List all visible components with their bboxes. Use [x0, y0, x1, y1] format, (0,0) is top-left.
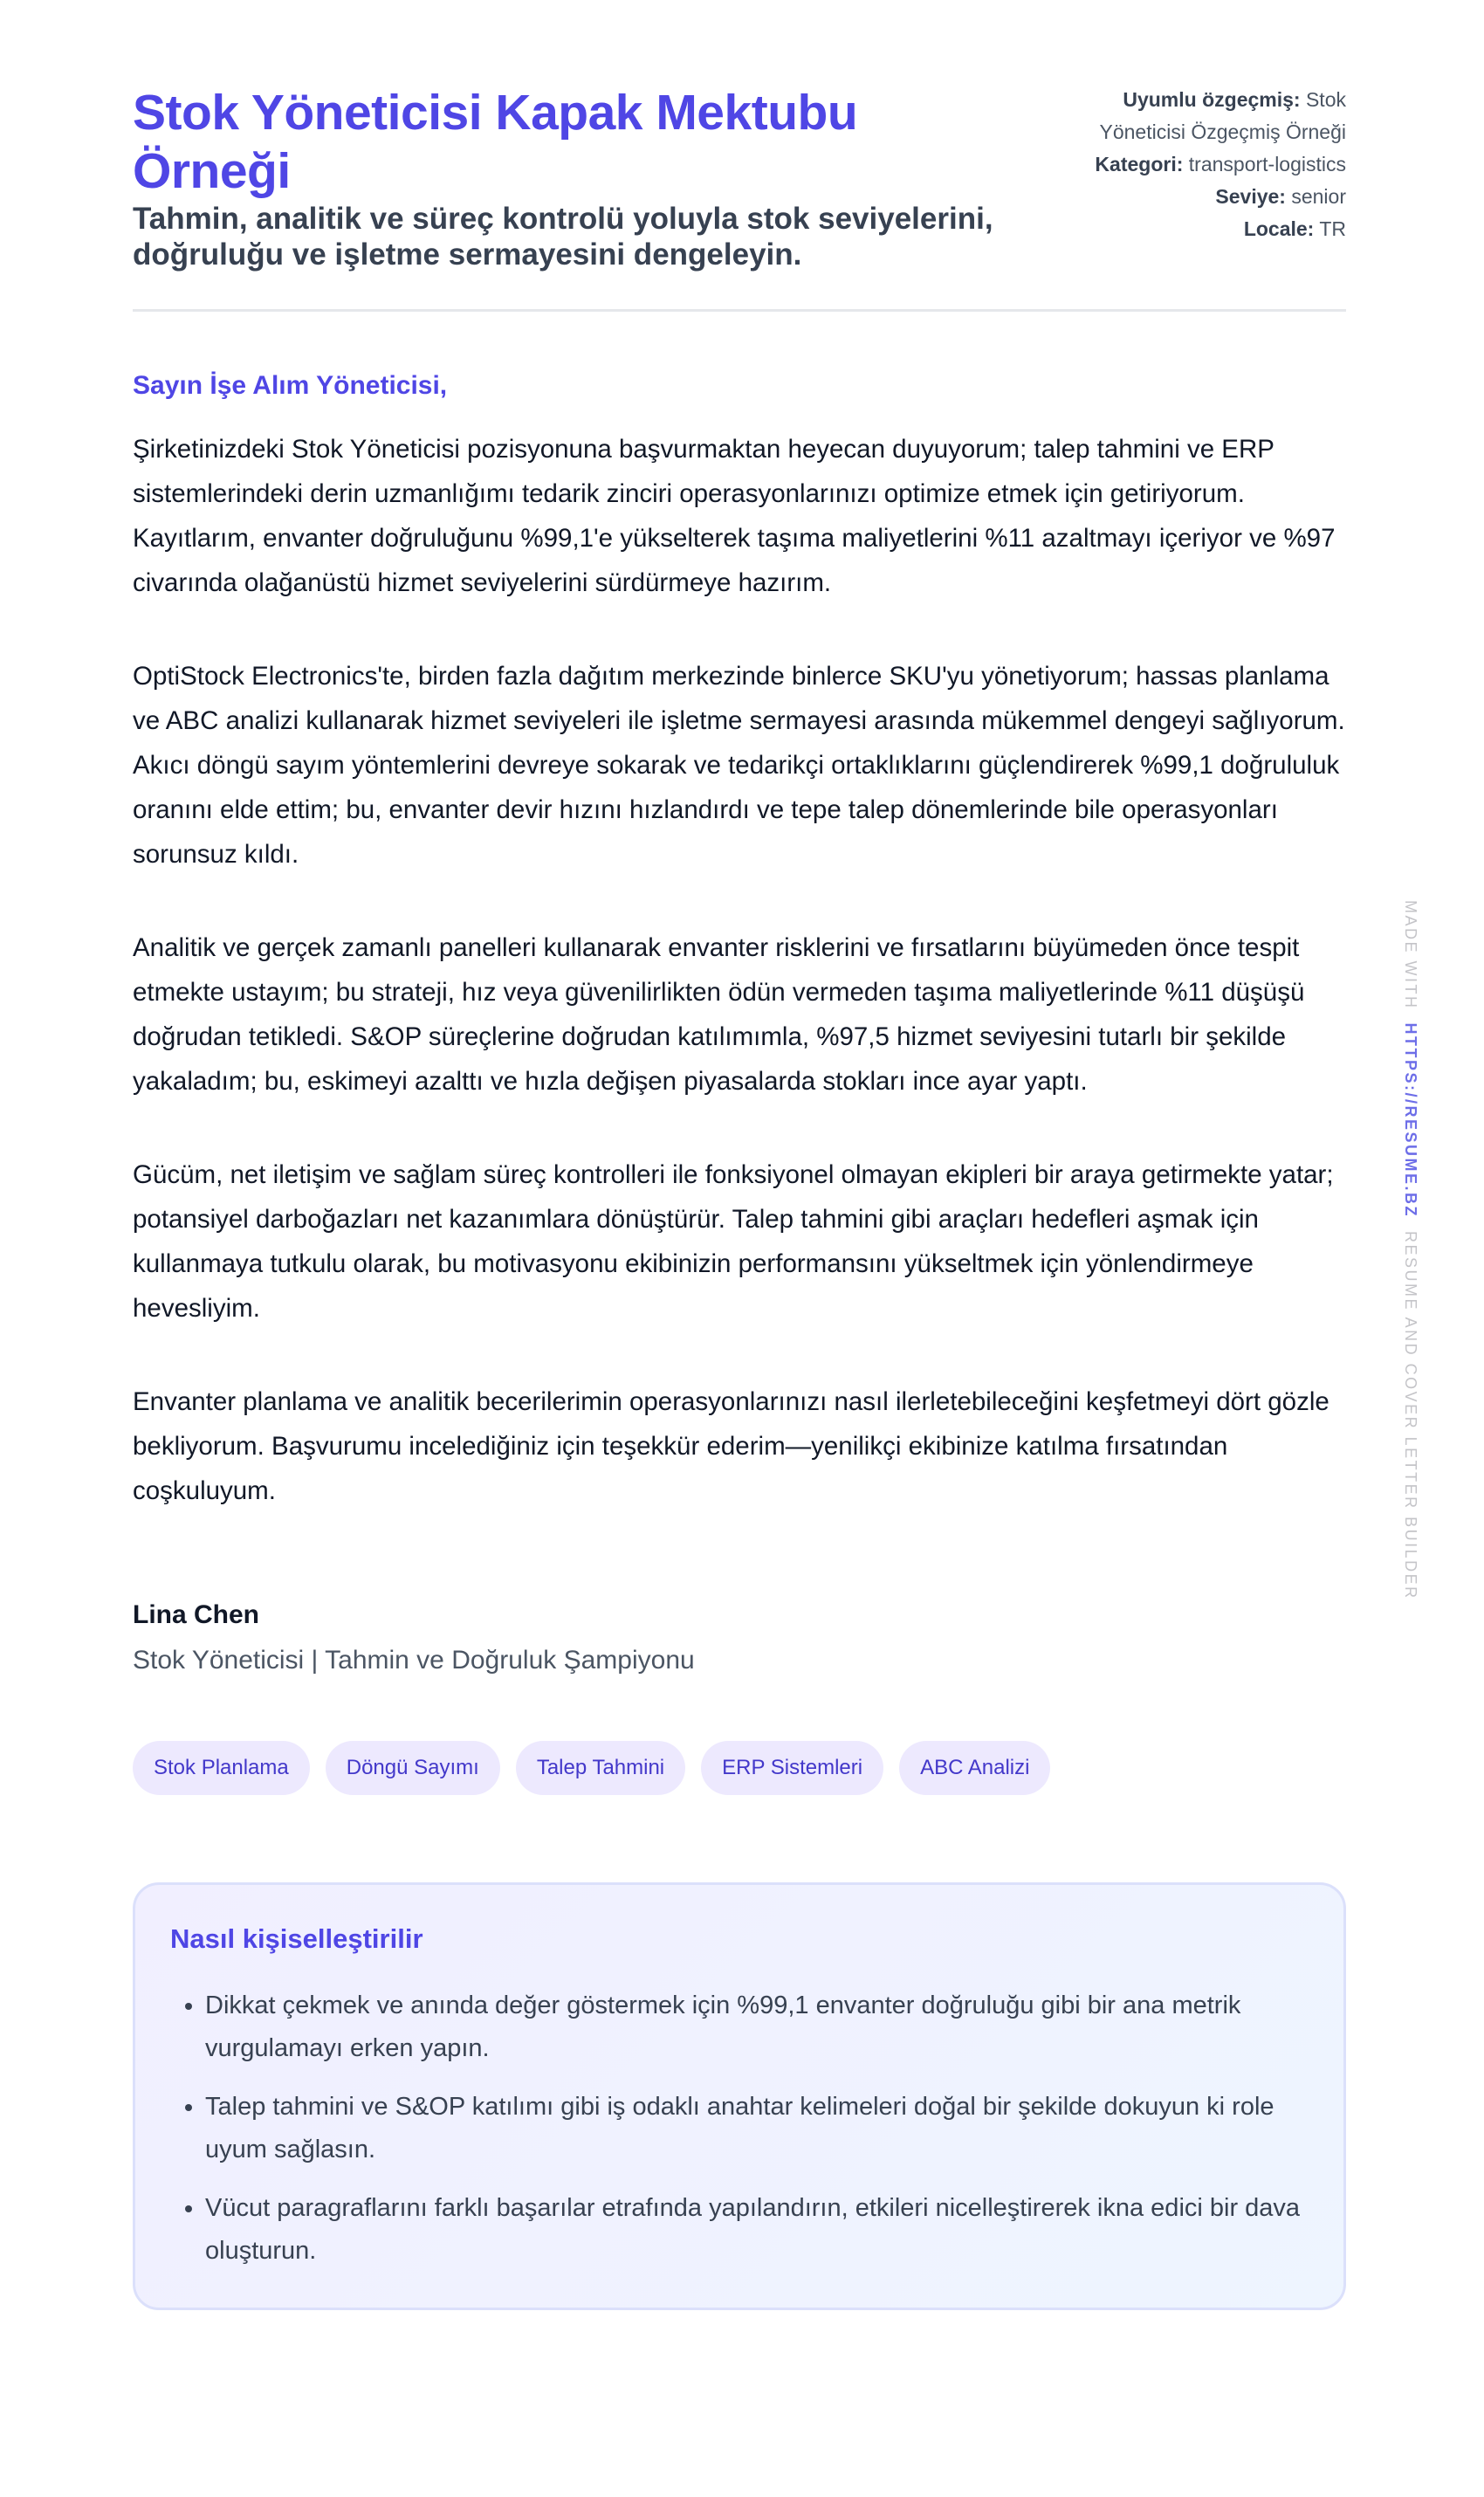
tip-item: • Dikkat çekmek ve anında değer göstermek için %99,1 envanter doğruluğu gibi bir ana metrik vurgulamayı erken yapın. [205, 1985, 1309, 2070]
page-title: Stok Yöneticisi Kapak Mektubu Örneği [133, 85, 858, 199]
meta-value: senior [1291, 185, 1346, 208]
watermark-prefix: MADE WITH [1402, 900, 1419, 1010]
skill-tag: ABC Analizi [899, 1741, 1050, 1795]
page-header [133, 84, 1346, 312]
letter-paragraph: Şirketinizdeki Stok Yöneticisi pozisyonuna başvurmaktan heyecan duyuyorum; talep tahmini ve ERP sistemlerindeki derin uzmanlığımı tedarik zinciri operasyonlarınızı optimize etmek için getiriyorum. Kayıtlarım, envanter doğruluğunu %99,1'e yükselterek taşıma maliyetlerini %11 azaltmayı içeriyor ve %97 civarında olağanüstü hizmet seviyelerini sürdürmeye hazırım. [133, 435, 1336, 597]
meta-label: Uyumlu özgeçmiş: [1123, 88, 1301, 111]
skill-tags [133, 1741, 1346, 1795]
meta-label: Locale: [1243, 217, 1315, 240]
meta-locale [1049, 213, 1346, 245]
title-block [133, 84, 1049, 272]
meta-label: Seviye: [1215, 185, 1286, 208]
skill-tag: Talep Tahmini [516, 1741, 685, 1795]
letter-paragraph: Analitik ve gerçek zamanlı panelleri kullanarak envanter risklerini ve fırsatlarını büyümeden önce tespit etmekte ustayım; bu strateji, hız veya güvenilirlikten ödün vermeden taşıma maliyetlerinde %11 düşüşü doğrudan tetikledi. S&OP süreçlerine doğrudan katılımımla, %97,5 hizmet seviyesini tutarlı bir şekilde yakaladım; bu, eskimeyi azalttı ve hızla değişen piyasalarda stokları ince ayar yaptı. [133, 933, 1305, 1096]
letter-paragraph: Envanter planlama ve analitik becerilerimin operasyonlarınızı nasıl ilerletebileceğini keşfetmeyi dört gözle bekliyorum. Başvurumu incelediğiniz için teşekkür ederim—yenilikçi ekibinize katılma fırsatından coşkuluyum. [133, 1387, 1329, 1505]
meta-value: transport-logistics [1188, 153, 1346, 175]
signature-name: Lina Chen [133, 1600, 260, 1629]
cover-letter-page [133, 84, 1346, 2310]
watermark-link[interactable]: HTTPS://RESUME.BZ [1402, 1022, 1419, 1219]
tip-item: • Vücut paragraflarını farklı başarılar etrafında yapılandırın, etkileri nicelleştirerek ikna edici bir dava oluşturun. [205, 2187, 1309, 2273]
meta-value: Stok Yöneticisi Özgeçmiş Örneği [1099, 88, 1346, 143]
meta-level [1049, 181, 1346, 213]
meta-label: Kategori: [1095, 153, 1184, 175]
letter-greeting: Sayın İşe Alım Yöneticisi, [133, 371, 448, 400]
customization-tips [133, 1882, 1346, 2310]
watermark-suffix: RESUME AND COVER LETTER BUILDER [1402, 1231, 1419, 1600]
letter-paragraph: OptiStock Electronics'te, birden fazla dağıtım merkezinde binlerce SKU'yu yönetiyorum; hassas planlama ve ABC analizi kullanarak hizmet seviyeleri ile işletme sermayesi arasında mükemmel dengeyi sağlıyorum. Akıcı döngü sayım yöntemlerini devreye sokarak ve tedarikçi ortaklıklarını güçlendirerek %99,1 doğrululuk oranını elde ettim; bu, envanter devir hızını hızlandırdı ve tepe talep dönemlerinde bile operasyonları sorunsuz kıldı. [133, 662, 1345, 869]
meta-category [1049, 148, 1346, 181]
signature-title: Stok Yöneticisi | Tahmin ve Doğruluk Şampiyonu [133, 1646, 695, 1675]
skill-tag: Stok Planlama [133, 1741, 310, 1795]
letter-paragraph: Gücüm, net iletişim ve sağlam süreç kontrolleri ile fonksiyonel olmayan ekipleri bir araya getirmekte yatar; potansiyel darboğazları net kazanımlara dönüştürür. Talep tahmini gibi araçları hedefleri aşmak için kullanmaya tutkulu olarak, bu motivasyonu ekibinizin performansını yükseltmek için yönlendirmeye hevesliyim. [133, 1160, 1334, 1323]
meta-info [1049, 84, 1346, 245]
tips-list [170, 1985, 1309, 2273]
meta-value: TR [1319, 217, 1346, 240]
page-subtitle: Tahmin, analitik ve süreç kontrolü yoluyla stok seviyelerini, doğruluğu ve işletme sermayesini dengeleyin. [133, 202, 993, 272]
meta-compatible-resume [1049, 84, 1346, 148]
tips-heading: Nasıl kişiselleştirilir [170, 1923, 423, 1954]
tip-item: • Talep tahmini ve S&OP katılımı gibi iş odaklı anahtar kelimeleri doğal bir şekilde dokuyun ki role uyum sağlasın. [205, 2086, 1309, 2171]
watermark [1401, 900, 1419, 1600]
skill-tag: ERP Sistemleri [701, 1741, 883, 1795]
skill-tag: Döngü Sayımı [326, 1741, 500, 1795]
